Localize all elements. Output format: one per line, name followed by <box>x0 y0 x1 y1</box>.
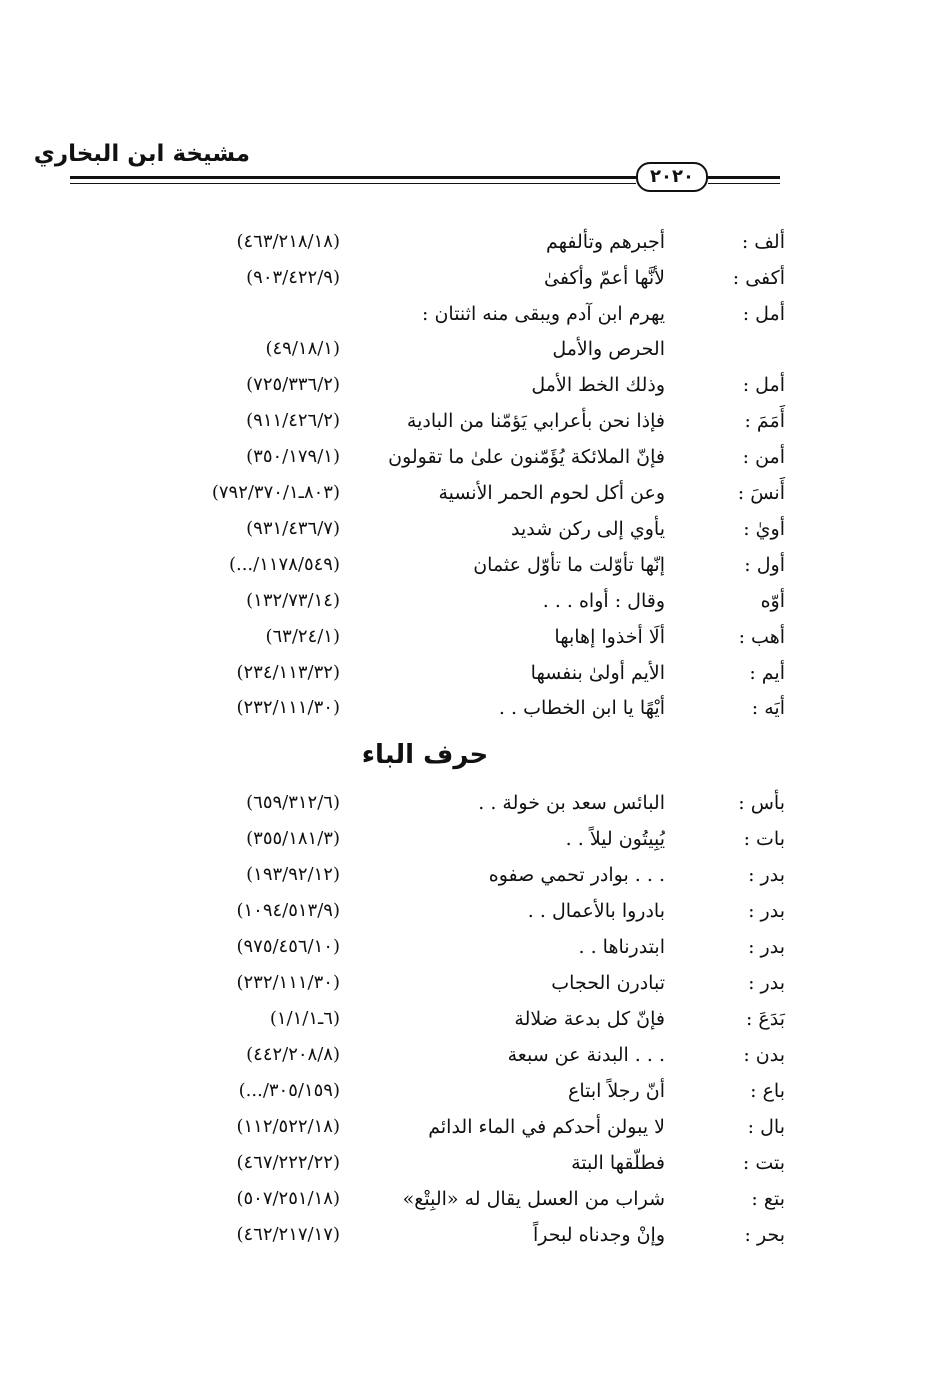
entry-root: أوّه <box>760 590 785 612</box>
entry-phrase: يُبِيتُون ليلاً . . <box>565 828 665 850</box>
index-entry <box>0 584 948 618</box>
index-entry <box>0 1218 948 1252</box>
entry-root: بال : <box>747 1116 785 1138</box>
index-entry <box>0 930 948 964</box>
entry-root: أويٰ : <box>743 518 785 540</box>
index-entry <box>0 368 948 402</box>
entry-phrase: وذلك الخط الأمل <box>531 374 665 396</box>
entry-reference: (٣٥٥/١٨١/٣) <box>246 828 340 849</box>
entry-root: بدر : <box>748 936 785 958</box>
index-entry <box>0 1146 948 1180</box>
page-number: ٢٠٢٠ <box>636 162 708 192</box>
index-entry <box>0 1110 948 1144</box>
index-entry <box>0 1182 948 1216</box>
entry-reference: (٣٥٠/١٧٩/١) <box>246 446 340 467</box>
entry-phrase: يهرم ابن آدم ويبقى منه اثنتان : <box>422 303 665 325</box>
index-entry <box>0 297 948 331</box>
entry-reference: (١٩٣/٩٢/١٢) <box>246 864 340 885</box>
entry-root: أمل : <box>742 374 785 396</box>
index-entry <box>0 966 948 1000</box>
entry-phrase: الحرص والأمل <box>552 338 665 360</box>
entry-reference: (٧٢٥/٣٣٦/٢) <box>246 374 340 395</box>
index-entry <box>0 620 948 654</box>
index-entry <box>0 548 948 582</box>
entry-root: أمن : <box>742 446 785 468</box>
entry-reference: (٢٣٤/١١٣/٣٢) <box>236 662 340 683</box>
entry-reference: (١١٧٨/٥٤٩/...) <box>228 554 340 575</box>
entry-reference: (٩١١/٤٢٦/٢) <box>246 410 340 431</box>
entry-reference <box>150 297 340 331</box>
entry-root: باع : <box>750 1080 785 1102</box>
entry-reference: (٢٣٢/١١١/٣٠) <box>236 697 340 718</box>
entry-root: أَنسَ : <box>737 482 785 504</box>
entry-root: بات : <box>743 828 785 850</box>
entry-reference: (٨٠٣ـ٧٩٢/٣٧٠/١) <box>211 482 340 503</box>
entry-reference: (٥٠٧/٢٥١/١٨) <box>236 1188 340 1209</box>
entry-root: بتع : <box>751 1188 785 1210</box>
entry-reference: (٩٧٥/٤٥٦/١٠) <box>236 936 340 957</box>
index-entry <box>0 691 948 725</box>
entry-root: أول : <box>744 554 785 576</box>
index-entry <box>0 404 948 438</box>
entry-root: بتت : <box>742 1152 785 1174</box>
entry-root: بأس : <box>738 792 785 814</box>
entry-phrase: وعن أكل لحوم الحمر الأنسية <box>438 482 665 504</box>
index-entry <box>0 1074 948 1108</box>
entry-phrase: ابتدرناها . . <box>578 936 665 958</box>
entry-root: أكفى : <box>732 267 785 289</box>
entry-reference: (٢٣٢/١١١/٣٠) <box>236 972 340 993</box>
entry-root: أمل : <box>742 303 785 325</box>
entry-root: أيم : <box>749 662 785 684</box>
entry-reference: (٦٣/٢٤/١) <box>265 626 340 647</box>
index-entry <box>0 786 948 820</box>
index-entry <box>0 894 948 928</box>
entry-phrase: أجبرهم وتألفهم <box>545 231 665 253</box>
index-entry <box>0 476 948 510</box>
entry-reference: (٩٣١/٤٣٦/٧) <box>246 518 340 539</box>
entry-root <box>700 332 785 366</box>
index-entry <box>0 1038 948 1072</box>
entry-root: بدن : <box>743 1044 785 1066</box>
entry-reference: (١١٢/٥٢٢/١٨) <box>236 1116 340 1137</box>
entry-phrase: أيْهًا يا ابن الخطاب . . <box>498 697 665 719</box>
entry-phrase: وإنْ وجدناه لبحراً <box>533 1224 665 1246</box>
entry-root: أَمَمَ : <box>744 410 785 432</box>
entry-reference: (٣٠٥/١٥٩/...) <box>238 1080 340 1101</box>
entry-phrase: فطلّقها البتة <box>571 1152 665 1174</box>
section-heading: حرف الباء <box>361 740 489 770</box>
entry-phrase: لا يبولن أحدكم في الماء الدائم <box>428 1116 665 1138</box>
entry-phrase: إنّها تأوّلت ما تأوّل عثمان <box>473 554 665 576</box>
entry-reference: (٤٦٧/٢٢٢/٢٢) <box>236 1152 340 1173</box>
entry-root: بدر : <box>748 864 785 886</box>
index-entry <box>0 822 948 856</box>
entry-reference: (١٣٢/٧٣/١٤) <box>246 590 340 611</box>
entry-reference: (٤٩/١٨/١) <box>265 338 340 359</box>
entry-reference: (٤٤٢/٢٠٨/٨) <box>246 1044 340 1065</box>
entry-root: بحر : <box>744 1224 785 1246</box>
entry-root: ألف : <box>741 231 785 253</box>
entry-reference: (٦٥٩/٣١٢/٦) <box>246 792 340 813</box>
index-entry <box>0 1002 948 1036</box>
entry-root: بدر : <box>748 900 785 922</box>
index-entry <box>0 512 948 546</box>
entry-reference: (٤٦٢/٢١٧/١٧) <box>236 1224 340 1245</box>
entry-root: أيَه : <box>751 697 785 719</box>
entry-phrase: يأوي إلى ركن شديد <box>511 518 665 540</box>
index-entry <box>0 261 948 295</box>
entry-phrase: وقال : أواه . . . <box>542 590 665 612</box>
entry-phrase: الأيم أولىٰ بنفسها <box>530 662 665 684</box>
index-entry <box>0 225 948 259</box>
entry-root: بَدَعَ : <box>745 1008 785 1030</box>
index-entry <box>0 440 948 474</box>
entry-phrase: تبادرن الحجاب <box>551 972 665 994</box>
entry-phrase: لأنَّها أعمّ وأكفىٰ <box>544 267 665 289</box>
entry-phrase: فإنّ كل بدعة ضلالة <box>514 1008 665 1030</box>
entry-reference: (٤٦٣/٢١٨/١٨) <box>236 231 340 252</box>
entry-phrase: شراب من العسل يقال له «البِتْع» <box>402 1188 665 1210</box>
index-entry <box>0 858 948 892</box>
entry-root: بدر : <box>748 972 785 994</box>
entry-root: أهب : <box>738 626 785 648</box>
index-entry <box>0 332 948 366</box>
entry-phrase: أنّ رجلاً ابتاع <box>568 1080 665 1102</box>
entry-phrase: البائس سعد بن خولة . . <box>478 792 665 814</box>
running-title: مشيخة ابن البخاري <box>33 141 250 167</box>
index-entry <box>0 656 948 690</box>
entry-phrase: ألَا أخذوا إهابها <box>554 626 665 648</box>
entry-phrase: . . . بوادر تحمي صفوه <box>488 864 665 886</box>
entry-reference: (١٠٩٤/٥١٣/٩) <box>236 900 340 921</box>
entry-reference: (٩٠٣/٤٢٢/٩) <box>246 267 340 288</box>
entry-reference: (٦ـ١/١/١) <box>269 1008 340 1029</box>
entry-phrase: بادروا بالأعمال . . <box>527 900 665 922</box>
entry-phrase: فإذا نحن بأعرابي يَؤمّنا من البادية <box>406 410 665 432</box>
entry-phrase: . . . البدنة عن سبعة <box>507 1044 665 1066</box>
entry-phrase: فإنّ الملائكة يُؤَمّنون علىٰ ما تقولون <box>388 446 665 468</box>
